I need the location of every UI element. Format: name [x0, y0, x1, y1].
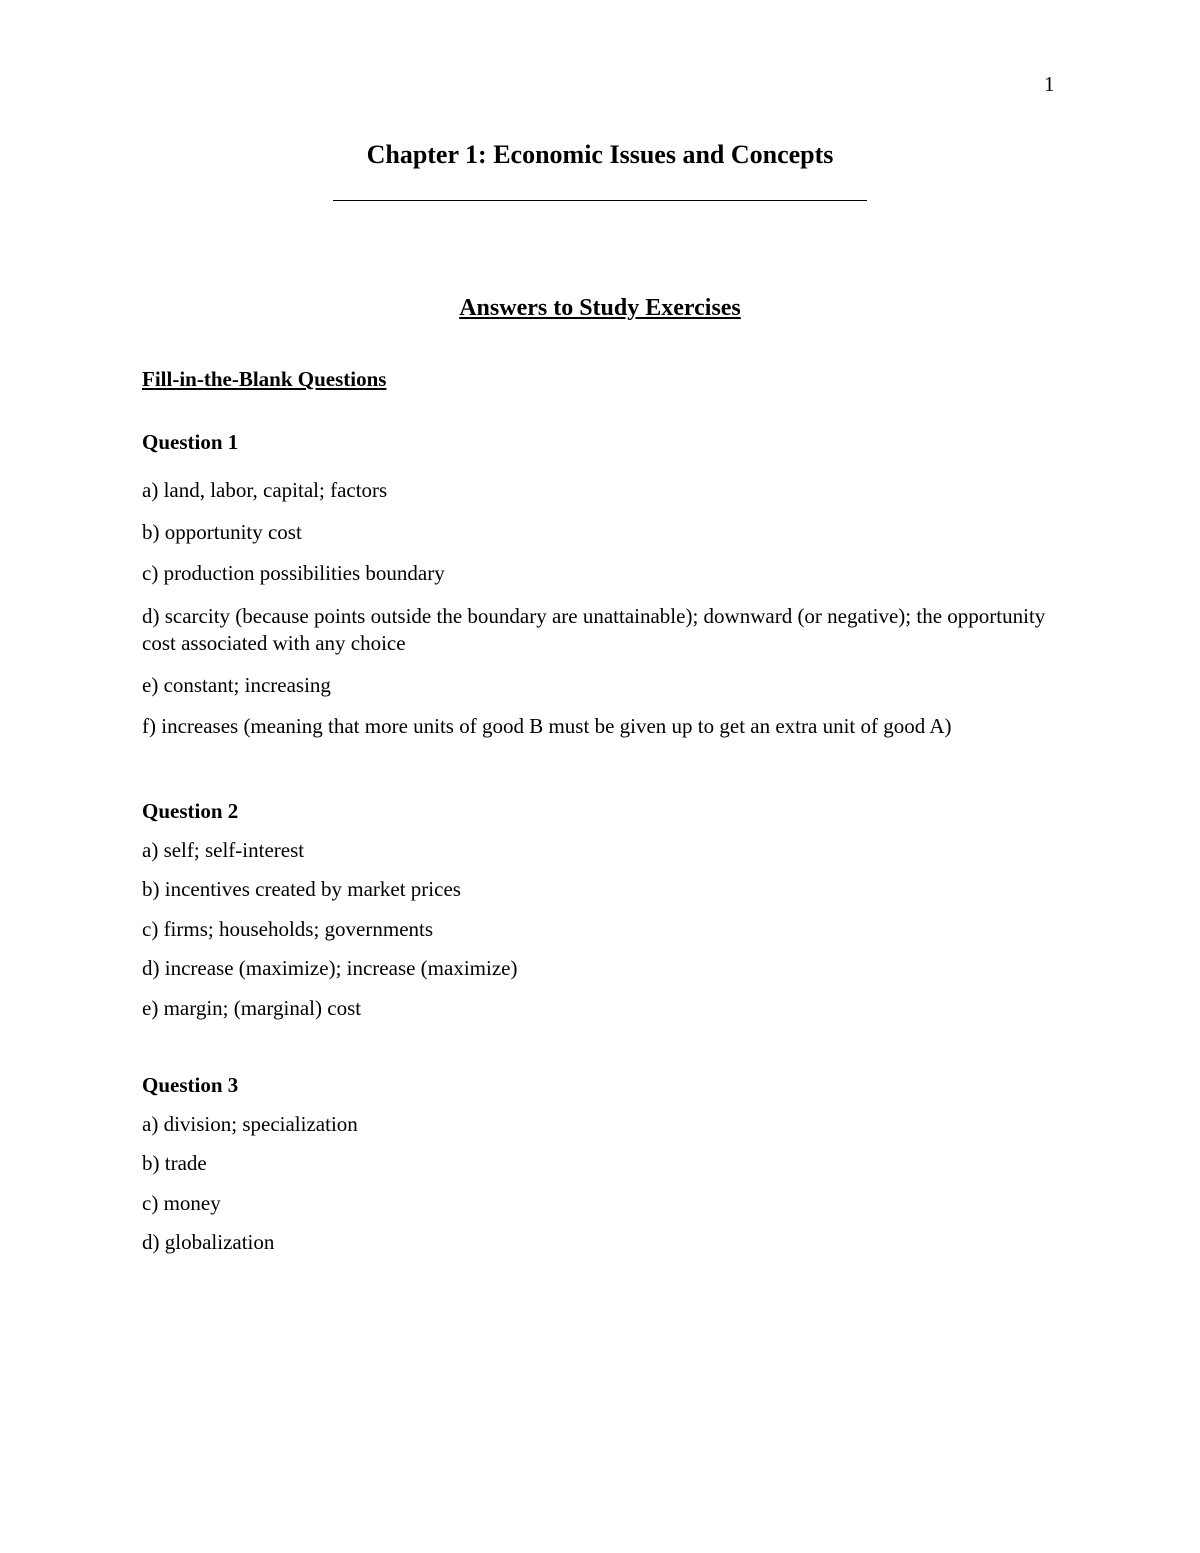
chapter-title: Chapter 1: Economic Issues and Concepts: [366, 140, 834, 169]
question-2-heading: Question 2: [142, 799, 239, 823]
section-title: Answers to Study Exercises: [459, 295, 741, 321]
question-3-answer-a: a) division; specialization: [142, 1112, 358, 1136]
question-1-answer-b: b) opportunity cost: [142, 520, 302, 544]
page-number: 1: [1044, 72, 1055, 96]
question-1-answer-c: c) production possibilities boundary: [142, 561, 445, 585]
question-3-answer-d: d) globalization: [142, 1230, 275, 1254]
question-1-answer-a: a) land, labor, capital; factors: [142, 478, 388, 502]
question-2-answer-a: a) self; self-interest: [142, 838, 305, 862]
subsection-title: Fill-in-the-Blank Questions: [142, 367, 387, 391]
question-1-answer-d: d) scarcity (because points outside the boundary are unattainable); downward (or negative); the opportunity cost associated with any choice: [142, 604, 1046, 655]
question-2-answer-c: c) firms; households; governments: [142, 917, 434, 941]
title-divider: [333, 200, 867, 201]
question-3-heading: Question 3: [142, 1073, 239, 1097]
question-1-answer-f: f) increases (meaning that more units of good B must be given up to get an extra unit of good A): [142, 714, 952, 738]
question-2-answer-b: b) incentives created by market prices: [142, 877, 461, 901]
question-1-heading: Question 1: [142, 430, 239, 454]
question-2-answer-e: e) margin; (marginal) cost: [142, 996, 362, 1020]
question-3-answer-c: c) money: [142, 1191, 221, 1215]
question-1-answer-e: e) constant; increasing: [142, 673, 331, 697]
question-3-answer-b: b) trade: [142, 1151, 207, 1175]
question-2-answer-d: d) increase (maximize); increase (maximize): [142, 956, 518, 980]
